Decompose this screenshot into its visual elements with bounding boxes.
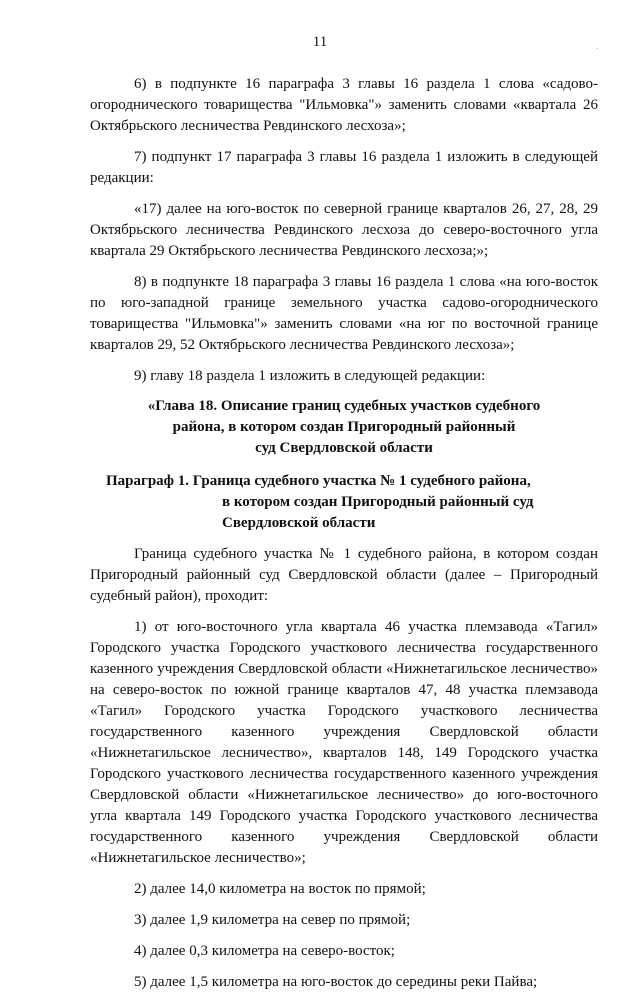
paragraph-title — [90, 471, 598, 534]
boundary-item-3: 3) далее 1,9 километра на север по прямой; — [134, 912, 411, 928]
paragraph-item-7: 7) подпункт 17 параграфа 3 главы 16 раздела 1 изложить в следующей редакции: — [90, 149, 598, 186]
chapter-title-line2: района, в котором создан Пригородный районный — [172, 419, 516, 435]
boundary-item-1: 1) от юго-восточного угла квартала 46 участка племзавода «Тагил» Городского участка Городского участкового лесничества государственного казенного учреждения Свердловской области «Нижнетагильское лесничество» на северо-восток по южной границе кварталов 47, 48 участка племзавода «Тагил» Городского участка Городского участкового лесничества государственного казенного учреждения Свердловской области «Нижнетагильское лесничество», кварталов 148, 149 Городского участка Городского участкового лесничества государственного казенного учреждения Свердловской области «Нижнетагильское лесничество» до юго-восточного угла квартала 149 Городского участка Городского участкового лесничества государственного казенного учреждения Свердловской области «Нижнетагильское лесничество»; — [90, 619, 598, 866]
boundary-intro: Граница судебного участка № 1 судебного района, в котором создан Пригородный районный суд Свердловской области (далее – Пригородный судебный район), проходит: — [90, 546, 598, 604]
chapter-title — [90, 396, 598, 459]
paragraph-item-6: 6) в подпункте 16 параграфа 3 главы 16 раздела 1 слова «садово-огороднического товарищества "Ильмовка"» заменить словами «квартала 26 Октябрьского лесничества Ревдинского лесхоза»; — [90, 76, 598, 134]
page-number: 11 — [312, 34, 328, 50]
chapter-title-line3: суд Свердловской области — [255, 440, 433, 456]
paragraph-item-9: 9) главу 18 раздела 1 изложить в следующей редакции: — [134, 368, 486, 384]
boundary-item-4: 4) далее 0,3 километра на северо-восток; — [134, 943, 395, 959]
corner-mark: · — [596, 45, 599, 53]
chapter-title-line1: «Глава 18. Описание границ судебных участков судебного — [147, 398, 541, 414]
paragraph-title-line2: в котором создан Пригородный районный суд — [222, 494, 534, 510]
boundary-item-2: 2) далее 14,0 километра на восток по прямой; — [134, 881, 426, 897]
paragraph-item-8: 8) в подпункте 18 параграфа 3 главы 16 раздела 1 слова «на юго-восток по юго-западной границе земельного участка садово-огороднического товарищества "Ильмовка"» заменить словами «на юг по восточной границе кварталов 29, 52 Октябрьского лесничества Ревдинского лесхоза»; — [90, 274, 598, 353]
document-body — [90, 74, 598, 993]
boundary-item-5: 5) далее 1,5 километра на юго-восток до середины реки Пайва; — [134, 974, 538, 990]
paragraph-title-line3: Свердловской области — [222, 515, 376, 531]
paragraph-quote-17: «17) далее на юго-восток по северной границе кварталов 26, 27, 28, 29 Октябрьского лесничества Ревдинского лесхоза до северо-восточного угла квартала 29 Октябрьского лесничества Ревдинского лесхоза;»; — [90, 201, 598, 259]
paragraph-title-line1: Параграф 1. Граница судебного участка № 1 судебного района, — [106, 473, 531, 489]
